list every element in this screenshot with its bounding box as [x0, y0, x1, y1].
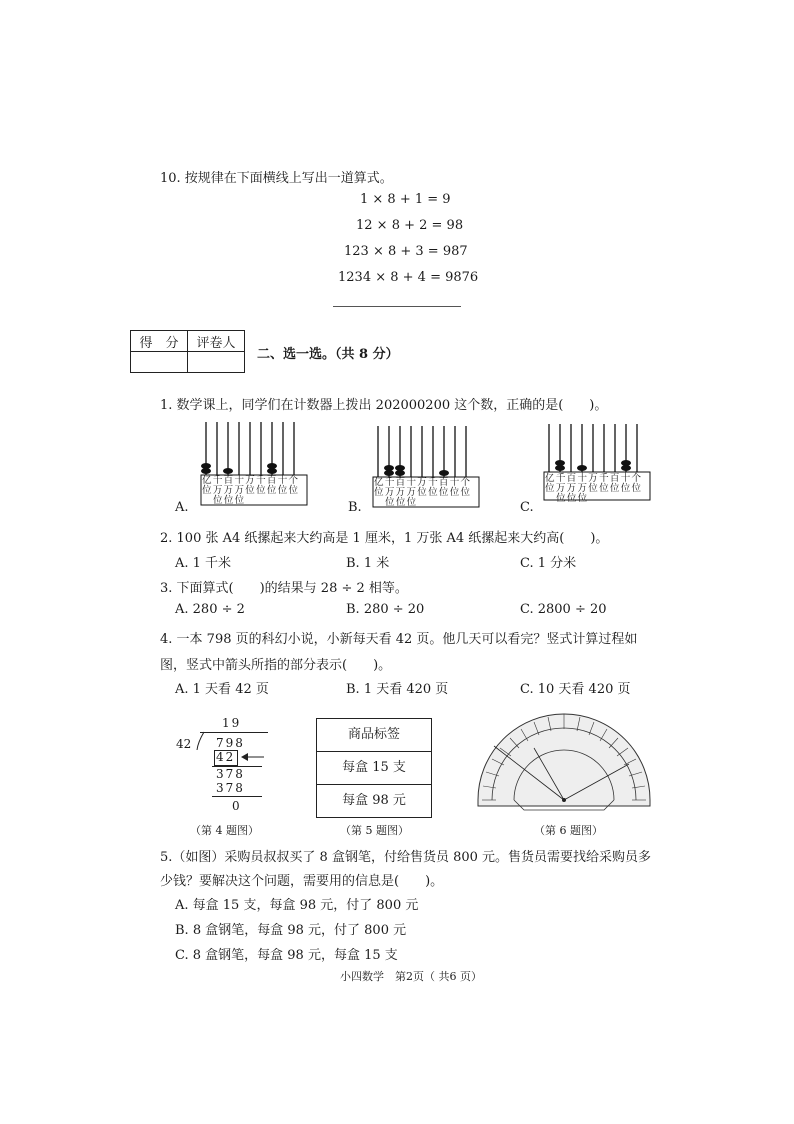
divisor: 42 — [176, 737, 192, 751]
score-label: 得 分 — [131, 331, 188, 352]
q5-option-c[interactable]: C. 8 盒钢笔，每盒 98 元，每盒 15 支 — [175, 948, 398, 963]
step-42: 42 — [216, 750, 236, 764]
q2-text: 2. 100 张 A4 纸摞起来大约高是 1 厘米，1 万张 A4 纸摞起来大约高( )。 — [160, 531, 609, 546]
score-box — [130, 330, 245, 373]
place-row3: 位位位 — [213, 495, 246, 506]
bead — [201, 468, 211, 474]
q4-text-line2: 图，竖式中箭头所指的部分表示( )。 — [160, 658, 392, 673]
q4-option-b[interactable]: B. 1 天看 420 页 — [346, 682, 449, 697]
division-bracket — [196, 730, 206, 752]
long-division-figure — [170, 712, 280, 822]
score-cell[interactable] — [131, 352, 188, 373]
bead — [439, 470, 449, 476]
abacus-b-labels — [374, 478, 471, 508]
q5-text-line1: 5.（如图）采购员叔叔买了 8 盒钢笔，付给售货员 800 元。售货员需要找给采购员多 — [160, 850, 652, 865]
q1-option-a[interactable]: A. — [175, 500, 189, 515]
step-378-b: 378 — [216, 781, 245, 795]
abacus-c-labels — [545, 474, 642, 504]
q3-option-c[interactable]: C. 2800 ÷ 20 — [520, 602, 607, 617]
place-row1: 亿千百十万千百十个 — [545, 473, 643, 484]
q4-text-line1: 4. 一本 798 页的科幻小说，小新每天看 42 页。他几天可以看完？竖式计算过程如 — [160, 632, 638, 647]
protractor-figure — [474, 706, 654, 816]
grader-label: 评卷人 — [188, 331, 245, 352]
q10-eq-1: 1 × 8 + 1 = 9 — [360, 192, 451, 207]
product-label-box — [316, 718, 432, 818]
q4-option-c[interactable]: C. 10 天看 420 页 — [520, 682, 631, 697]
bead — [384, 470, 394, 476]
q10-eq-2: 12 × 8 + 2 = 98 — [356, 218, 464, 233]
place-row1: 亿千百十万千百十个 — [202, 475, 300, 486]
q1-option-c[interactable]: C. — [520, 500, 534, 515]
place-row2: 位万万万位位位位位 — [374, 487, 472, 498]
q10-eq-4: 1234 × 8 + 4 = 9876 — [338, 270, 479, 285]
label-per-box-count: 每盒 15 支 — [317, 752, 431, 785]
place-row2: 位万万万位位位位位 — [202, 485, 300, 496]
q4-option-a[interactable]: A. 1 天看 42 页 — [175, 682, 269, 697]
q1-text: 1. 数学课上，同学们在计数器上拨出 202000200 这个数，正确的是( )。 — [160, 398, 608, 413]
q10-eq-3: 123 × 8 + 3 = 987 — [344, 244, 468, 259]
q3-option-b[interactable]: B. 280 ÷ 20 — [346, 602, 425, 617]
page-footer: 小四数学 第2页（ 共6 页） — [340, 970, 482, 983]
label-per-box-price: 每盒 98 元 — [342, 793, 406, 808]
q1-option-b[interactable]: B. — [348, 500, 362, 515]
place-row3: 位位位 — [385, 497, 418, 508]
place-row3: 位位位 — [556, 493, 589, 504]
abacus-a-labels — [202, 476, 299, 506]
section2-title: 二、选一选。（共 8 分） — [257, 347, 399, 362]
label-title: 商品标签 — [317, 719, 431, 752]
q5-option-a[interactable]: A. 每盒 15 支，每盒 98 元，付了 800 元 — [175, 898, 419, 913]
q3-option-a[interactable]: A. 280 ÷ 2 — [175, 602, 245, 617]
fig4-caption: （第 4 题图） — [190, 824, 259, 837]
bead — [395, 470, 405, 476]
q2-option-a[interactable]: A. 1 千米 — [175, 556, 232, 571]
fig5-caption: （第 5 题图） — [340, 824, 409, 837]
q5-text-line2: 少钱？要解决这个问题，需要用的信息是( )。 — [160, 874, 444, 889]
bead — [223, 468, 233, 474]
grader-cell[interactable] — [188, 352, 245, 373]
q10-title: 10. 按规律在下面横线上写出一道算式。 — [160, 171, 393, 186]
division-bar — [200, 732, 268, 733]
quotient: 19 — [222, 716, 242, 730]
q2-option-b[interactable]: B. 1 米 — [346, 556, 390, 571]
answer-line[interactable] — [333, 306, 461, 307]
dividend: 798 — [216, 736, 245, 750]
place-row1: 亿千百十万千百十个 — [374, 477, 472, 488]
q2-option-c[interactable]: C. 1 分米 — [520, 556, 577, 571]
q5-option-b[interactable]: B. 8 盒钢笔，每盒 98 元，付了 800 元 — [175, 923, 407, 938]
q3-text: 3. 下面算式( )的结果与 28 ÷ 2 相等。 — [160, 581, 408, 596]
arrow-icon — [240, 752, 266, 762]
remainder: 0 — [232, 799, 240, 813]
step-378-a: 378 — [216, 767, 245, 781]
bead — [577, 465, 587, 471]
rule-line — [212, 796, 262, 797]
fig6-caption: （第 6 题图） — [534, 824, 603, 837]
bead — [555, 465, 565, 471]
bead — [621, 465, 631, 471]
place-row2: 位万万万位位位位位 — [545, 483, 643, 494]
bead — [267, 468, 277, 474]
